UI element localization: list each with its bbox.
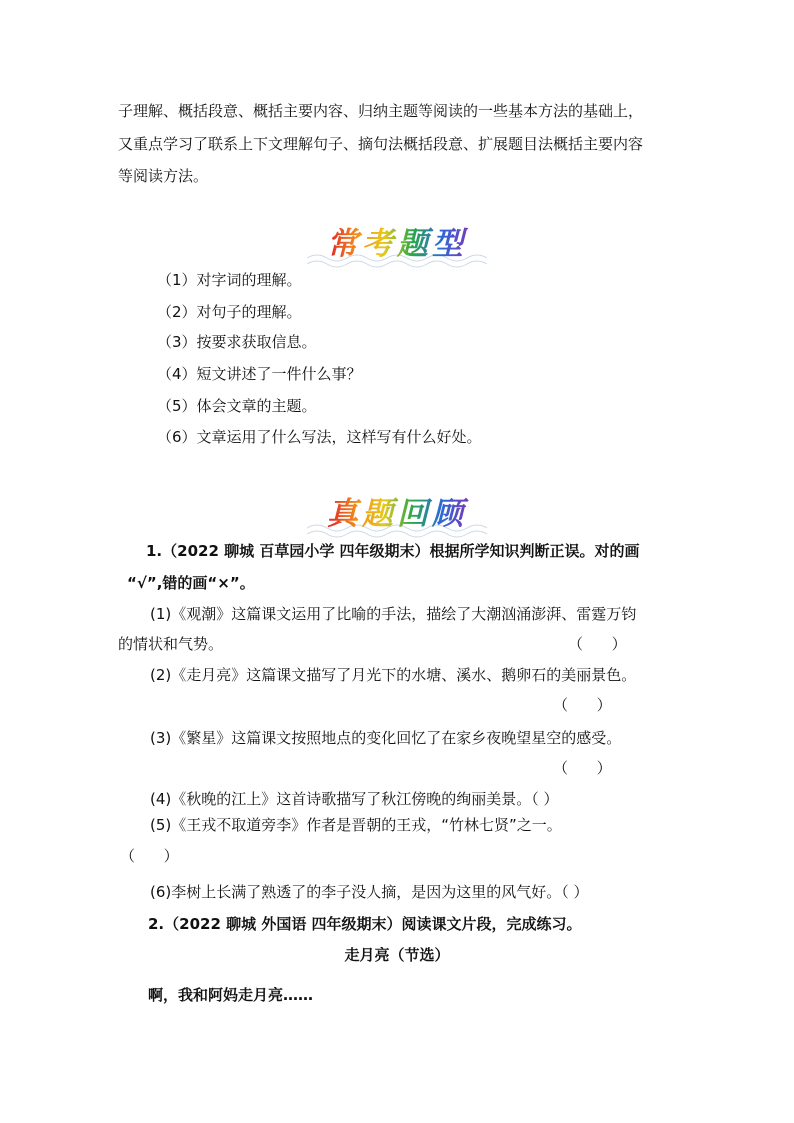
passage-first-line: 啊，我和阿妈走月亮…… [148,986,314,1004]
type-item-5: （5）体会文章的主题。 [157,397,317,415]
intro-line-1: 子理解、概括段意、概括主要内容、归纳主题等阅读的一些基本方法的基础上， [118,102,644,120]
intro-line-3: 等阅读方法。 [118,167,209,185]
section-heading-common-types [0,220,794,272]
passage-title: 走月亮（节选） [344,946,450,964]
q1-item-2-answer-blank[interactable]: （ ） [553,696,612,714]
type-item-1: （1）对字词的理解。 [157,271,302,289]
q2-stem: 2.（2022 聊城 外国语 四年级期末）阅读课文片段，完成练习。 [148,915,582,933]
q1-item-2-line-1: (2)《走月亮》这篇课文描写了月光下的水塘、溪水、鹅卵石的美丽景色。 [150,666,637,684]
q1-item-4-line-1: (4)《秋晚的江上》这首诗歌描写了秋江傍晚的绚丽美景。（ ） [150,790,559,808]
section-heading-past-exams [0,490,794,542]
q1-stem-line-2: “√”,错的画“×”。 [127,574,255,592]
type-item-4: （4）短文讲述了一件什么事？ [157,365,362,383]
type-item-2: （2）对句子的理解。 [157,303,302,321]
q1-item-6-line-1: (6)李树上长满了熟透了的李子没人摘，是因为这里的风气好。（ ） [150,883,589,901]
q1-stem-line-1: 1.（2022 聊城 百草园小学 四年级期末）根据所学知识判断正误。对的画 [146,542,640,560]
section1-title: 常考题型 [327,226,467,262]
type-item-3: （3）按要求获取信息。 [157,333,317,351]
q1-item-3-answer-blank[interactable]: （ ） [553,759,612,777]
q1-item-5-answer-blank[interactable]: （ ） [120,847,179,865]
heading-decoration-2 [287,490,507,542]
intro-line-2: 又重点学习了联系上下文理解句子、摘句法概括段意、扩展题目法概括主要内容 [118,135,644,153]
q1-item-1-answer-blank[interactable]: （ ） [568,635,627,653]
section2-title: 真题回顾 [327,496,467,532]
q1-item-5-line-1: (5)《王戎不取道旁李》作者是晋朝的王戎，“竹林七贤”之一。 [150,816,562,834]
heading-decoration-1 [287,220,507,272]
q1-item-1-line-2: 的情状和气势。 [118,635,224,653]
q1-item-1-line-1: (1)《观潮》这篇课文运用了比喻的手法，描绘了大潮汹涌澎湃、雷霆万钧 [150,605,637,623]
q1-item-3-line-1: (3)《繁星》这篇课文按照地点的变化回忆了在家乡夜晚望星空的感受。 [150,729,622,747]
type-item-6: （6）文章运用了什么写法，这样写有什么好处。 [157,428,482,446]
